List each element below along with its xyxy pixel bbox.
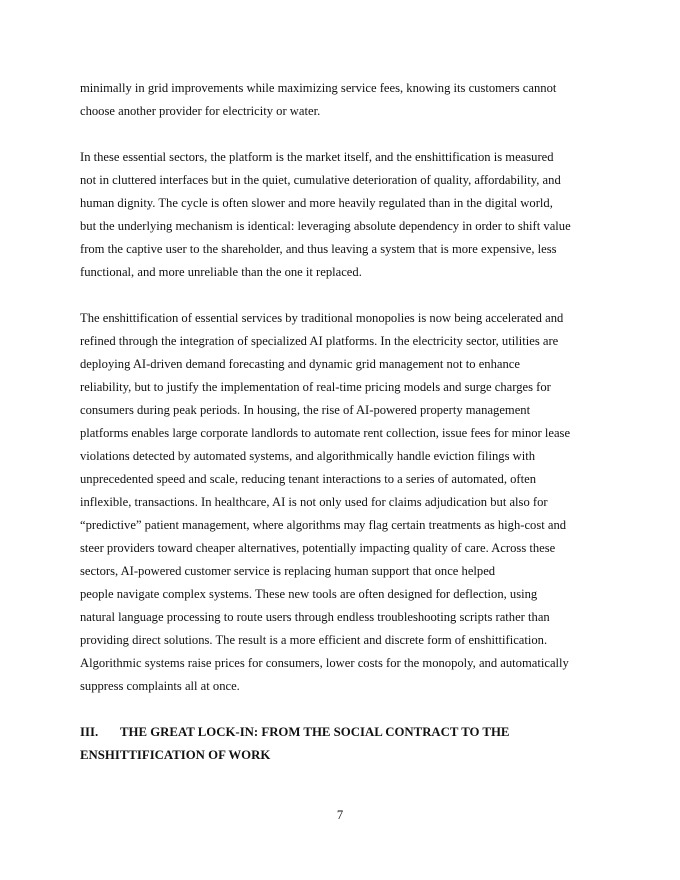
text-line: human dignity. The cycle is often slower and more heavily regulated than in the digital world, [80, 196, 553, 210]
section-title-line-1: THE GREAT LOCK-IN: FROM THE SOCIAL CONTRACT TO THE [120, 725, 510, 739]
text-line: violations detected by automated systems, and algorithmically handle eviction filings with [80, 449, 536, 463]
text-line: suppress complaints all at once. [80, 679, 240, 693]
section-number: III. [80, 725, 99, 739]
text-line: consumers during peak periods. In housing, the rise of AI-powered property management [80, 403, 531, 417]
text-line: unprecedented speed and scale, reducing tenant interactions to a series of automated, often [80, 472, 536, 486]
text-line: deploying AI-driven demand forecasting and dynamic grid management not to enhance [80, 357, 520, 371]
text-line: refined through the integration of specialized AI platforms. In the electricity sector, utilities are [80, 334, 559, 348]
text-line: platforms enables large corporate landlords to automate rent collection, issue fees for minor lease [80, 426, 571, 440]
text-line: Algorithmic systems raise prices for consumers, lower costs for the monopoly, and automatically [80, 656, 569, 670]
text-line: steer providers toward cheaper alternatives, potentially impacting quality of care. Across these [80, 541, 556, 555]
text-line: reliability, but to justify the implementation of real-time pricing models and surge charges for [80, 380, 551, 394]
text-line: inflexible, transactions. In healthcare, AI is not only used for claims adjudication but also for [80, 495, 548, 509]
text-line: from the captive user to the shareholder, and thus leaving a system that is more expensive, less [80, 242, 557, 256]
text-line: “predictive” patient management, where algorithms may flag certain treatments as high-cost and [80, 518, 567, 532]
text-line: choose another provider for electricity or water. [80, 104, 321, 118]
text-line: The enshittification of essential services by traditional monopolies is now being accelerated and [80, 311, 564, 325]
text-line: people navigate complex systems. These new tools are often designed for deflection, using [80, 587, 538, 601]
page-number: 7 [336, 808, 344, 822]
text-line: natural language processing to route users through endless troubleshooting scripts rather than [80, 610, 550, 624]
text-line: In these essential sectors, the platform is the market itself, and the enshittification is measured [80, 150, 554, 164]
section-title-line-2: ENSHITTIFICATION OF WORK [80, 748, 271, 762]
text-line: providing direct solutions. The result is a more efficient and discrete form of enshittification. [80, 633, 548, 647]
text-line: sectors, AI-powered customer service is replacing human support that once helped [80, 564, 496, 578]
text-line: minimally in grid improvements while maximizing service fees, knowing its customers cannot [80, 81, 557, 95]
text-line: functional, and more unreliable than the one it replaced. [80, 265, 362, 279]
text-line: not in cluttered interfaces but in the quiet, cumulative deterioration of quality, affordability, and [80, 173, 561, 187]
text-line: but the underlying mechanism is identical: leveraging absolute dependency in order to shift value [80, 219, 571, 233]
